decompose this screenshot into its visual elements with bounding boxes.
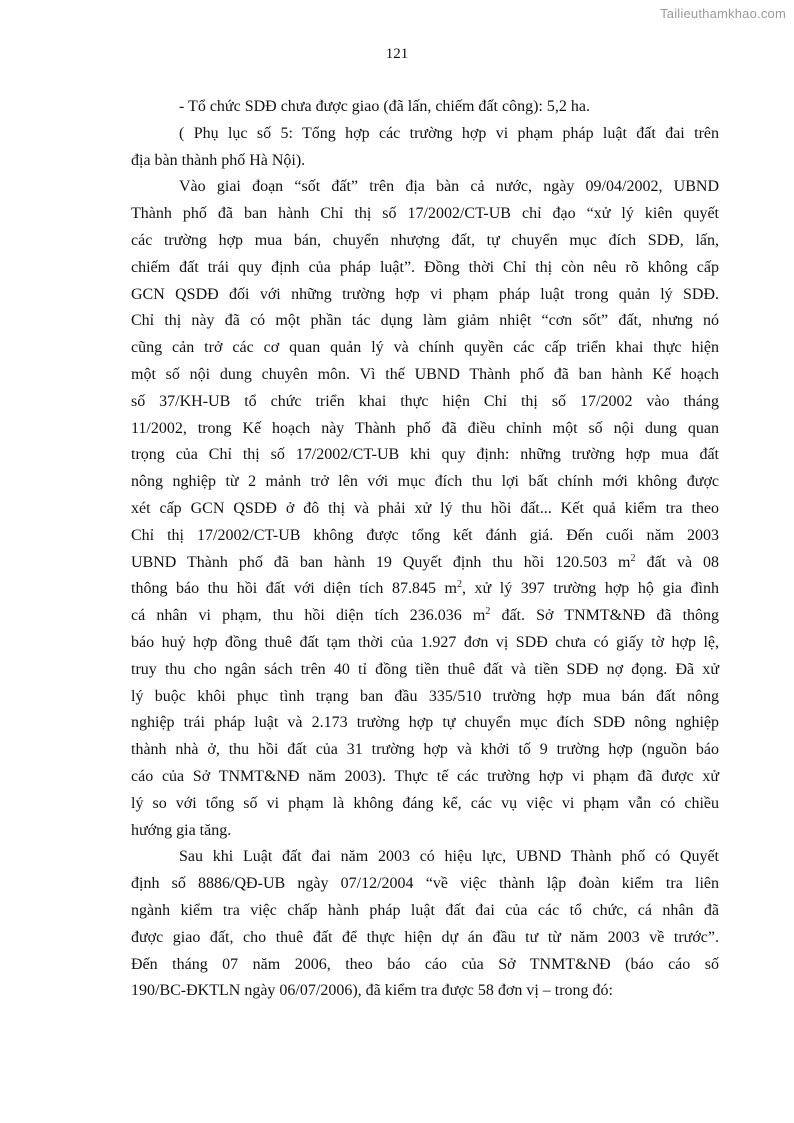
text-line: báo huỷ hợp đồng thuê đất tạm thời của 1.927 đơn vị SDĐ chưa có giấy tờ hợp lệ, — [131, 633, 719, 651]
text-line — [131, 603, 719, 630]
text-line: nghiệp trái pháp luật và 2.173 trường hợp tự chuyển mục đích SDĐ nông nghiệp — [131, 714, 719, 732]
text-line: GCN QSDĐ đối với những trường hợp vi phạm pháp luật trong quản lý SDĐ. — [131, 285, 719, 303]
text-line: Vào giai đoạn “sốt đất” trên địa bàn cả nước, ngày 09/04/2002, UBND — [179, 178, 719, 196]
text-line: địa bàn thành phố Hà Nội). — [131, 151, 306, 169]
text-line: Sau khi Luật đất đai năm 2003 có hiệu lực, UBND Thành phố có Quyết — [179, 848, 719, 866]
page-number: 121 — [385, 46, 409, 62]
text-segment: UBND Thành phố đã ban hành 19 Quyết định thu hồi 120.503 m — [131, 553, 631, 571]
text-line: các trường hợp mua bán, chuyển nhượng đất, tự chuyển mục đích SDĐ, lấn, — [131, 231, 719, 249]
text-line: cáo của Sở TNMT&NĐ năm 2003). Thực tế các trường hợp vi phạm đã được xử — [131, 767, 719, 785]
text-line: Chỉ thị 17/2002/CT-UB không được tổng kết đánh giá. Đến cuối năm 2003 — [131, 526, 719, 544]
text-line: thành nhà ở, thu hồi đất của 31 trường hợp và khởi tố 9 trường hợp (nguồn báo — [131, 741, 719, 759]
text-segment: , xử lý 397 trường hợp hộ gia đình — [461, 580, 719, 598]
text-line: ( Phụ lục số 5: Tổng hợp các trường hợp vi phạm pháp luật đất đai trên — [179, 124, 719, 142]
text-line: xét cấp GCN QSDĐ ở đô thị và phải xử lý thu hồi đất... Kết quả kiểm tra theo — [131, 499, 719, 517]
text-line: hướng gia tăng. — [131, 821, 232, 839]
document-body — [131, 94, 719, 1005]
text-line: chiếm đất trái quy định của pháp luật”. Đồng thời Chỉ thị còn nêu rõ không cấp — [131, 258, 719, 276]
text-line: Thành phố đã ban hành Chỉ thị số 17/2002/CT-UB chỉ đạo “xử lý kiên quyết — [131, 205, 719, 223]
text-segment: thông báo thu hồi đất với diện tích 87.845 m — [131, 580, 457, 598]
watermark: Tailieuthamkhao.com — [660, 6, 786, 21]
text-line: ngành kiểm tra việc chấp hành pháp luật đất đai của các tổ chức, cá nhân đã — [131, 901, 719, 919]
text-segment: cá nhân vi phạm, thu hồi diện tích 236.036 m — [131, 607, 486, 625]
superscript: 2 — [456, 579, 462, 591]
text-segment: đất và 08 — [635, 553, 719, 571]
text-segment: đất. Sở TNMT&NĐ đã thông — [490, 607, 720, 625]
text-line: 190/BC-ĐKTLN ngày 06/07/2006), đã kiểm tra được 58 đơn vị – trong đó: — [131, 982, 613, 1000]
superscript: 2 — [630, 552, 636, 564]
text-line: Chỉ thị này đã có một phần tác dụng làm giảm nhiệt “cơn sốt” đất, nhưng nó — [131, 312, 719, 330]
text-line: được giao đất, cho thuê đất để thực hiện dự án đầu tư từ năm 2003 về trước”. — [131, 928, 719, 946]
text-line: một số nội dung chuyên môn. Vì thế UBND Thành phố đã ban hành Kế hoạch — [131, 365, 719, 383]
text-line: truy thu cho ngân sách trên 40 tỉ đồng tiền thuê đất và tiền SDĐ nợ đọng. Đã xử — [131, 660, 719, 678]
text-line: Đến tháng 07 năm 2006, theo báo cáo của Sở TNMT&NĐ (báo cáo số — [131, 955, 719, 973]
text-line: trọng của Chỉ thị số 17/2002/CT-UB khi quy định: những trường hợp mua đất — [131, 446, 719, 464]
text-line: số 37/KH-UB tổ chức triển khai thực hiện Chỉ thị số 17/2002 vào tháng — [131, 392, 719, 410]
text-line: lý buộc khôi phục tình trạng ban đầu 335/510 trường hợp mua bán đất nông — [131, 687, 719, 705]
text-line: lý so với tổng số vi phạm là không đáng kể, các vụ việc vi phạm vẫn có chiều — [131, 794, 719, 812]
text-line: nông nghiệp từ 2 mảnh trở lên với mục đích thu lợi bất chính mới không được — [131, 473, 719, 491]
text-line — [131, 550, 719, 577]
text-line — [131, 576, 719, 603]
superscript: 2 — [485, 606, 491, 618]
text-line: định số 8886/QĐ-UB ngày 07/12/2004 “về việc thành lập đoàn kiểm tra liên — [131, 875, 719, 893]
text-line: cũng cản trở các cơ quan quản lý và chính quyền các cấp triển khai thực hiện — [131, 339, 719, 357]
text-line: 11/2002, trong Kế hoạch này Thành phố đã điều chỉnh một số nội dung quan — [131, 419, 719, 437]
text-line: - Tổ chức SDĐ chưa được giao (đã lấn, chiếm đất công): 5,2 ha. — [179, 98, 590, 115]
